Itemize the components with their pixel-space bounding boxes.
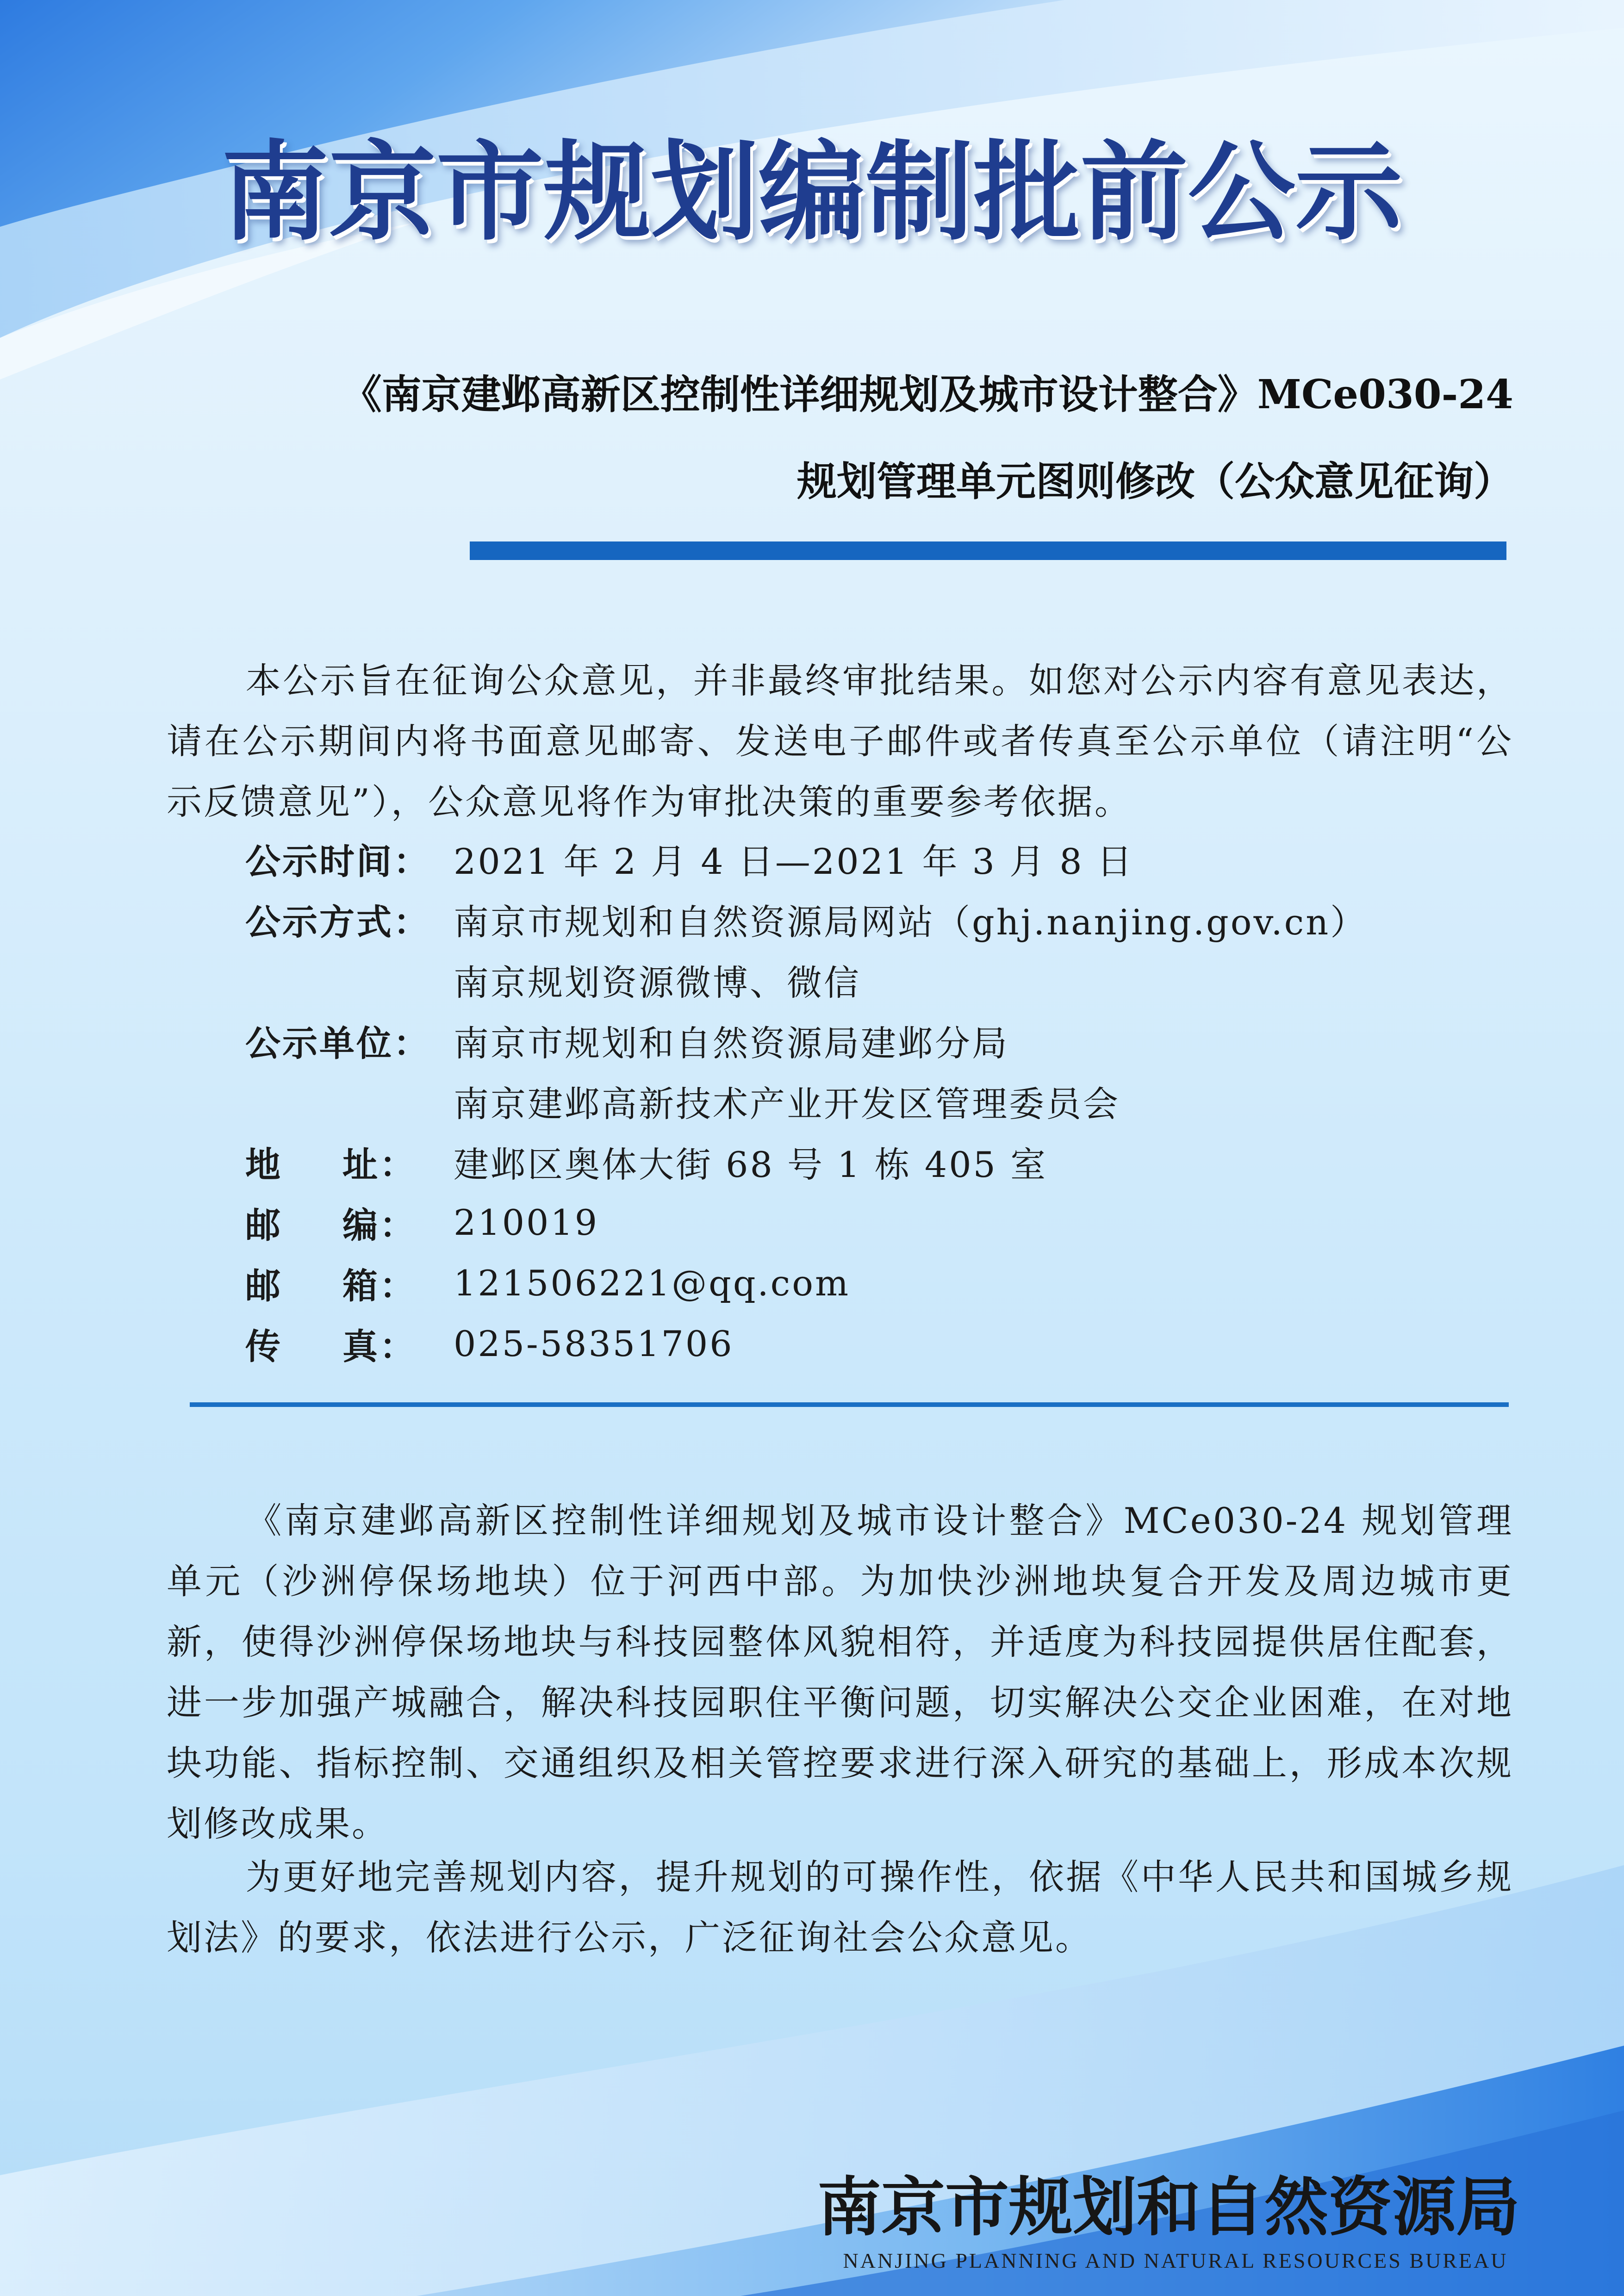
info-value-postcode: 210019 [454, 1202, 599, 1243]
info-value-method-1: 南京市规划和自然资源局网站（ghj.nanjing.gov.cn） [454, 902, 1368, 943]
info-label-unit: 公示单位： [245, 1023, 430, 1064]
intro-text: 本公示旨在征询公众意见，并非最终审批结果。如您对公示内容有意见表达，请在公示期间内将书面意见邮寄、发送电子邮件或者传真至公示单位（请注明“公示反馈意见”），公众意见将作为审批决策的重要参考依据。 [167, 660, 1513, 822]
info-value-address: 建邺区奥体大街 68 号 1 栋 405 室 [454, 1144, 1048, 1185]
title-divider [470, 541, 1506, 560]
info-row-unit-cont [245, 1071, 1518, 1132]
info-row-postcode [245, 1192, 1518, 1253]
body-paragraph-2 [167, 1847, 1513, 1968]
footer-org-name-en: NANJING PLANNING AND NATURAL RESOURCES BUREAU [843, 2249, 1508, 2272]
info-value-email: 121506221@qq.com [454, 1263, 851, 1304]
info-value-time: 2021 年 2 月 4 日—2021 年 3 月 8 日 [454, 841, 1134, 882]
info-label-time: 公示时间： [245, 841, 430, 882]
info-label-method: 公示方式： [245, 902, 430, 943]
info-row-address [245, 1132, 1518, 1192]
section-divider [190, 1402, 1509, 1407]
info-value-unit-2: 南京建邺高新技术产业开发区管理委员会 [454, 1083, 1120, 1125]
info-value-unit-1: 南京市规划和自然资源局建邺分局 [454, 1023, 1009, 1064]
info-row-method [245, 889, 1518, 950]
notice-info [245, 828, 1518, 1374]
intro-paragraph [167, 650, 1513, 832]
page-title: 南京市规划编制批前公示 [221, 130, 1403, 255]
info-row-time [245, 828, 1518, 889]
info-row-method-cont [245, 950, 1518, 1010]
body-text-2: 为更好地完善规划内容，提升规划的可操作性，依据《中华人民共和国城乡规划法》的要求，依法进行公示，广泛征询社会公众意见。 [167, 1856, 1513, 1958]
info-value-method-2: 南京规划资源微博、微信 [454, 962, 861, 1003]
body-text-1: 《南京建邺高新区控制性详细规划及城市设计整合》MCe030-24 规划管理单元（沙洲停保场地块）位于河西中部。为加快沙洲地块复合开发及周边城市更新，使得沙洲停保场地块与科技园整体风貌相符，并适度为科技园提供居住配套，进一步加强产城融合，解决科技园职住平衡问题，切实解决公交企业困难，在对地块功能、指标控制、交通组织及相关管控要求进行深入研究的基础上，形成本次规划修改成果。 [167, 1500, 1513, 1844]
footer-org-name: 南京市规划和自然资源局 [817, 2169, 1520, 2245]
info-row-fax [245, 1313, 1518, 1374]
info-row-unit [245, 1010, 1518, 1071]
info-row-email [245, 1253, 1518, 1313]
info-label-address: 地 址： [245, 1144, 417, 1185]
body-paragraph-1 [167, 1490, 1513, 1854]
info-label-email: 邮 箱： [245, 1265, 417, 1307]
info-label-fax: 传 真： [245, 1326, 417, 1367]
subtitle-line-1: 《南京建邺高新区控制性详细规划及城市设计整合》MCe030-24 [342, 371, 1513, 418]
info-label-postcode: 邮 编： [245, 1205, 417, 1246]
info-value-fax: 025-58351706 [454, 1323, 734, 1364]
subtitle-line-2: 规划管理单元图则修改（公众意见征询） [797, 458, 1513, 505]
